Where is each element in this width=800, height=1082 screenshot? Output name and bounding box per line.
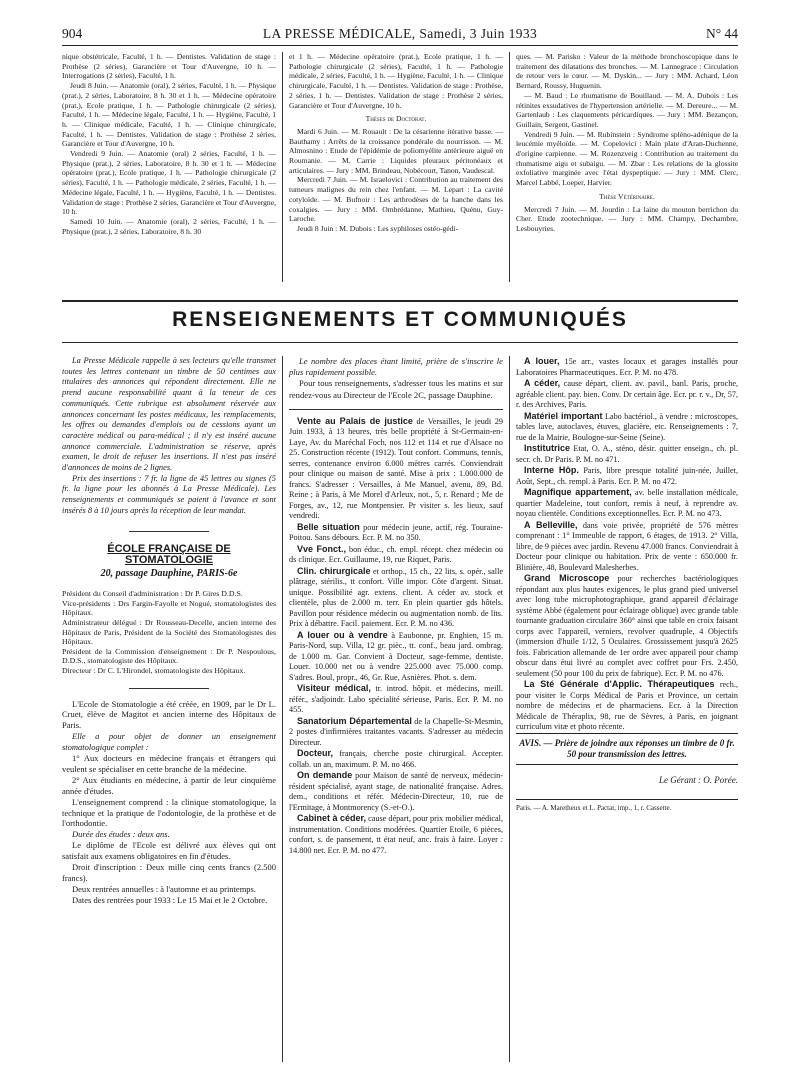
short-divider: [129, 531, 209, 532]
ad-text: tr. introd. hôpit. et médecins, meill. référ., s'adjoindr. Labo spécialité sérieuse, Paris. Ecr. P. M. no 455.: [289, 684, 504, 715]
staff-entry: Président du Conseil d'administration : Dr P. Gires D.D.S.: [62, 589, 243, 599]
ad-text: pour Maison de santé de nerveux, médecin-résident spécialisé, ayant stage, de nationalité française. Adres. dem., conditions et référ. Médecin-Directeur, 10, rue de l'Ermitage, à Montmorency (S.-et-O.).: [289, 771, 503, 812]
top-column-3: [516, 52, 738, 282]
ad-heading: Visiteur médical,: [297, 683, 371, 694]
school-title: ÉCOLE FRANÇAISE DE STOMATOLOGIE: [107, 542, 231, 566]
header-rule: [62, 45, 738, 46]
classified-ad: [289, 630, 503, 684]
ad-heading: Belle situation: [297, 521, 360, 532]
classified-ad: [289, 416, 503, 522]
school-paragraph: 2° Aux étudiants en médecine, à partir de leur cinquième année d'études.: [62, 774, 276, 796]
ad-heading: Sanatorium Départemental: [297, 715, 412, 726]
school-paragraph: L'enseignement comprend : la clinique stomatologique, la technique et la pratique de l'odontologie, de la prothèse et de l'orthodontie.: [62, 796, 276, 829]
ad-text: et orthop., 15 ch., 22 lits, s. opér., salle plâtrage, stérilis., tt confort. Ville impor. Côte d'argent. Situat. unique. Possibilité agr. extens. client. A céder av. stock et clientèle, plus de 2.000 m. terr. En plein quartier gds hôtels. Pavillon pour résidence médecin ou augmentation nomb. de lits. Prix à débattre. Facil. paiement. Ecr. P. M. no 436.: [289, 566, 503, 629]
section-title: RENSEIGNEMENTS ET COMMUNIQUÉS: [172, 308, 628, 331]
school-paragraph: Droit d'inscription : Deux mille cinq cents francs (2.500 francs).: [62, 862, 276, 883]
classified-ad: [289, 683, 503, 716]
middle-column: [289, 356, 503, 856]
classified-ad: [289, 748, 503, 770]
insertion-prices: Prix des insertions : 7 fr. la ligne de 45 lettres ou signes (5 fr. la ligne pour les abonnés à La Presse Médicale). Les renseignements et communiqués se paient à l'avance et sont insérés 8 à 10 jours après la réception de leur mandat.: [62, 473, 276, 515]
staff-entry: Vice-présidents : Drs Fargin-Fayolle et Nogué, stomatologistes des Hôpitaux.: [62, 598, 276, 618]
ad-heading: A céder,: [524, 378, 561, 388]
thesis-paragraph: — M. Baud : Le rhumatisme de Bouillaud. — M. A. Dubois : Les rétinites exsudatives de l'hypertension artérielle. — M. Dereure... — M. Gartenlaub : Les claquements péricardiques. — Jury : MM. Bezançon, Guillain, Sergent, Gastinel.: [516, 90, 738, 129]
staff-entry: Président de la Commission d'enseignement : Dr P. Nespoulous, D.D.S., stomatologiste des Hôpitaux.: [62, 646, 276, 666]
school-address: 20, passage Dauphine, PARIS-6e: [100, 567, 238, 579]
column-divider: [509, 356, 510, 1062]
notice-box: AVIS. — Prière de joindre aux réponses un timbre de 0 fr. 50 pour transmission des lettres.: [516, 733, 738, 765]
school-intro-2: Pour tous renseignements, s'adresser tous les matins et sur rendez-vous au Directeur de l'Ecole 2C, passage Dauphine.: [289, 378, 503, 400]
classified-ad: [289, 544, 503, 566]
ad-text: français, cherche poste chirurgical. Accepter. collab. un an, maximum. P. M. no 466.: [289, 749, 503, 769]
school-paragraph: L'Ecole de Stomatologie a été créée, en 1909, par le Dr L. Cruet, élève de Magitot et ancien interne des Hôpitaux de Paris.: [62, 698, 276, 731]
schedule-paragraph: Samedi 10 Juin. — Anatomie (oral), 2 séries, Faculté, 1 h. — Physique (prat.), 2 séries, Laboratoire, 8 h. 30: [62, 216, 276, 236]
school-intro: Le nombre des places étant limité, prière de s'inscrire le plus rapidement possible.: [289, 356, 503, 378]
school-paragraph: Dates des rentrées pour 1933 : Le 15 Mai et le 2 Octobre.: [72, 894, 268, 905]
page-number: 904: [62, 26, 83, 41]
schedule-paragraph: et 1 h. — Médecine opératoire (prat.), Ecole pratique, 1 h. — Pathologie chirurgicale (2 séries), Faculté, 1 h. — Pathologie médicale, 2 séries, Faculté, 1 h. — Hygiène, Faculté, 1 h. — Clinique chirurgicale, Faculté, 1 h. — Dentistes. Validation de stage : Prothèse, 2 séries, 1 h. — Dentistes. Validation de stage : Prothèse 2 séries, Garancière et Tour d'Auvergne, 10 h.: [289, 52, 503, 110]
ad-text: rech., pour visiter le Corps Médical de Paris et Province, un certain nombre de médecins et de pharmaciens. Ecr. à la Direction Médicale de Théraplix, 98, rue de Sèvres, à Paris, en joignant curriculum vitæ et photo récente.: [516, 680, 738, 731]
short-divider: [129, 688, 209, 689]
column-divider: [282, 356, 283, 1062]
ad-text: cause départ, client. av. pavil., banl. Paris, proche, agréable client. pay. bien. Conv. Dr certain âge. Ecr. pr. r. v., Dr, 57, r. des Archives, Paris.: [516, 379, 739, 409]
ad-text: bon éduc., ch. empl. récept. chez médecin ou ds clinique. Ecr. Guillaume, 19, rue Riquet, Paris.: [289, 544, 504, 565]
school-staff: [62, 589, 276, 675]
classified-ad: [289, 566, 503, 630]
section-heading-veterinary: Thèse Vétérinaire.: [599, 191, 655, 201]
manager-signature: Le Gérant : O. Porée.: [659, 774, 738, 785]
ad-heading: Vente au Palais de justice: [297, 415, 413, 426]
divider: [289, 409, 503, 410]
ad-heading: Interne Hôp.: [524, 465, 579, 475]
ad-heading: A louer ou à vendre: [297, 629, 388, 640]
ad-heading: La Sté Générale d'Applic. Thérapeutiques: [524, 679, 715, 689]
classified-ad: [289, 716, 503, 749]
ad-heading: Magnifique appartement,: [524, 487, 632, 497]
ad-text: Labo bactériol., à vendre : microscopes, tables lave, autoclaves, étuves, glacière, etc. Renseignements : 7, rue de la Mairie, Boulogne-sur-Seine (Seine).: [516, 411, 739, 442]
ad-text: pour recherches bactériologiques répondant aux plus hautes exigences, le plus grand pied universel avec long tube microphotographique, grand appareil d'éclairage système Abbé (également pour éclairage oblique) avec grande table tournante graduation circulaire 360° ainsi que table en croix faisant corps avec l'appareil, verniers, revolver quadruple, 4 Objectifs (immersion d'huile 1/12, 5 Oculaires. Grossissement jusqu'à 2625 fois. Fabrication allemande de 1er ordre avec appareil pour champ obscur dans étui livré au complet avec coffret pour Frs. 2.450, seulement (50 pour 100 du prix de fabrique). Ecr. P. M. no 476.: [516, 574, 738, 678]
thesis-paragraph: Vendredi 9 Juin. — M. Rubinstein : Syndrome spléno-adénique de la leucémie myéloïde. — M. Copelovici : Main plate d'Aran-Duchenne, d'origine carpienne. — M. Rozenzveig : Contribution au traitement du rhumatisme aigu et subaigu. — M. Zbar : Les relations de la glossite exfoliative marginée avec l'état dyspeptique. — Jury : MM. Clerc, Marcel Labbé, Loeper, Harvier.: [516, 129, 738, 188]
classified-ad: [516, 356, 738, 378]
ad-heading: A louer,: [524, 356, 560, 366]
ad-heading: Matériel important: [524, 410, 603, 421]
running-header: [62, 26, 738, 42]
classified-ad: [516, 520, 738, 574]
column-divider: [509, 52, 510, 282]
right-column: [516, 356, 738, 814]
editorial-notice: La Presse Médicale rappelle à ses lecteurs qu'elle transmet toutes les lettres contenant un timbre de 50 centimes aux titulaires des annonces qui répondent directement. Elle ne prend aucune responsabilité quant à la teneur de ces communiqués. Cette rubrique est absolument réservée aux annonces concernant les postes médicaux, les remplacements, les offres ou demandes d'emplois ou de cessions ayant un caractère médical ou para-médical ; il n'y est inséré aucune annonce commerciale. L'administration se réserve, après examen, le droit de refuser les insertions. Il n'est pas inséré d'annonces de moins de 2 lignes.: [62, 356, 276, 473]
classified-ad: [289, 522, 503, 544]
ad-text: av. belle installation médicale, quartier Madeleine, tout confort, remis à neuf, à reprendre av. noyau clientèle. Conditions exceptionnelles. Ecr. P. M. no 473.: [516, 488, 738, 518]
ad-text: dans voie privée, propriété de 576 mètres comprenant : 1° Immeuble de rapport, 6 étages, de 1913. 2° Villa, libre, de 9 pièces avec jardin. Revenu 47.000 francs. Conviendrait à Docteur pour clinique ou habitation. Prix de vente : 650.000 fr. Blinière, 48, Boulevard Malesherbes.: [516, 520, 738, 572]
ad-text: cause départ, pour prix mobilier médical, instrumentation. Conditions modérées. Quartier Etoile, 6 pièces, confort, s. de pansement, tt état neuf, anc. frais à faire. Loyer : 14.800 net. Ecr. P. M. no 477.: [289, 814, 504, 855]
ad-text: à Eaubonne, pr. Enghien, 15 m. Paris-Nord, sup. Villa, 12 gr. pièc., tt. conf., beau jard. ombrag. de 1.000 m. Gar. Convient à Docteur, sage-femme, dentiste. Louer. 10.000 net ou à vendre 225.000 avec 75.000 comp. S'adres. Boul, propr., 46, Gr. Rue, Asnières. Phot. s. dem.: [289, 630, 504, 682]
classified-ad: [289, 770, 503, 813]
school-body: [62, 699, 276, 906]
thesis-paragraph: Jeudi 8 Juin : M. Dubois : Les syphiloses ostéo-gédi-: [297, 223, 459, 233]
ad-heading: Grand Microscope: [524, 573, 610, 583]
schedule-paragraph: Vendredi 9 Juin. — Anatomie (oral) 2 séries, Faculté, 1 h. — Physique (prat.), 2 séries, Laboratoire, 8 h. 30 et 1 h. — Médecine opératoire (prat.), Ecole pratique, 1 h. — Pathologie chirurgicale (2 séries), Faculté, 1 h. — Pathologie médicale, 2 séries, Faculté, 1 h. — Médecine légale, Faculté, 1 h. — Hygiène, Faculté, 1 h. — Dentistes. Validation de stage : Prothèse 2 séries, Garancière et Tour d'Auvergne, 10 h.: [62, 149, 276, 217]
ad-heading: Institutrice: [524, 443, 571, 453]
ad-heading: Docteur,: [297, 748, 334, 759]
ad-text: Paris, libre presque totalité juin-née, Juillet, Août, Sept., ch. rempl. à Paris. Ecr. P. M. no 472.: [516, 466, 739, 486]
classified-ad: [516, 411, 738, 444]
thesis-paragraph: Mercredi 7 Juin. — M. Israelovici : Contribution au traitement des tumeurs malignes du rein chez l'enfant. — M. Lepart : La cavité cotyloïde. — M. Bufnoir : Les arthrodèses de la hanche dans les coxalgies. — Jury : MM. Ombrédanne, Mathieu, Quénu, Guy-Laroche.: [289, 175, 503, 224]
school-paragraph: Le diplôme de l'Ecole est délivré aux élèves qui ont satisfait aux examens obligatoires en fin d'études.: [62, 840, 276, 862]
ads-list-middle: [289, 416, 503, 857]
ad-heading: A Belleville,: [524, 519, 578, 530]
school-paragraph: Elle a pour objet de donner un enseignement stomatologique complet :: [62, 731, 276, 753]
classified-ad: [516, 573, 738, 679]
journal-title: LA PRESSE MÉDICALE, Samedi, 3 Juin 1933: [262, 26, 538, 41]
top-column-1: [62, 52, 276, 282]
schedule-paragraph: nique obstétricale, Faculté, 1 h. — Dentistes. Validation de stage : Prothèse (2 séries), Garancière et Tour d'Auvergne, 10 h. — Interrogations (2 séries), Faculté, 1 h.: [62, 52, 276, 81]
thesis-paragraph: Mardi 6 Juin. — M. Rouault : De la césarienne itérative basse. — Bauthamy : Arrêts de la croissance pondérale du nourrisson. — M. Almosnino : Etude de l'épidémie de poliomyélite antérieure aiguë en Roumanie. — M. Carrie : Liquides pleuraux péritonéaux et articulaires. — Jury : MM. Brindeau, Nobécourt, Tanon, Vaudescal.: [289, 126, 503, 175]
school-paragraph: Durée des études : deux ans.: [72, 829, 170, 840]
top-column-2: [289, 52, 503, 282]
schedule-paragraph: Jeudi 8 Juin. — Anatomie (oral), 2 séries, Faculté, 1 h. — Physique (prat.), 2 séries, Laboratoire, 8 h. 30 et 1 h. — Médecine opératoire (prat.), Ecole pratique, 1 h. — Pathologie chirurgicale (2 séries), Faculté, 1 h. — Médecine légale, Faculté, 1 h. — Hygiène, Faculté, 1 h. — Clinique médicale, Faculté, 1 h. — Clinique chirurgicale, Faculté, 1 h. — Dentistes. Validation de stage : Prothèse 2 séries, Garancière et Tour d'Auvergne, 10 h.: [62, 81, 276, 149]
ad-text: de la Chapelle-St-Mesmin, 2 postes d'infirmières traitantes vacants. S'adresser au médecin Directeur.: [289, 716, 504, 747]
staff-entry: Administrateur délégué : Dr Rousseau-Decelle, ancien interne des Hôpitaux de Paris, Président de la Société des Stomatologistes des Hôpitaux.: [62, 617, 276, 647]
thesis-paragraph: Mercredi 7 Juin. — M. Jourdin : La laine du mouton berrichon du Cher. Etude zootechnique. — Jury : MM. Champy, Dechambre, Lesbouyries.: [516, 204, 738, 233]
classified-ad: [516, 443, 738, 465]
ad-text: Etat, O. A., sténo, désir. quitter enseign., ch. pl. secr. ch. Dr Paris. P. M. no 471.: [516, 444, 738, 464]
classified-ad: [516, 378, 738, 411]
section-bottom-rule: [62, 342, 738, 343]
school-paragraph: 1° Aux docteurs en médecine français et étrangers qui veulent se spécialiser en cette branche de la médecine.: [62, 753, 276, 774]
printer-imprint: Paris. — A. Maretheux et L. Pactat, imp., 1, r. Cassette.: [516, 799, 738, 814]
classified-ad: [516, 679, 738, 733]
classified-ad: [289, 813, 503, 856]
ad-text: de Versailles, le jeudi 29 Juin 1933, à 13 heures, très belle propriété à St-Germain-en-Laye, Av. du Maréchal Foch, nos 112 et 114 et rue d'Alsace no 25. Construction récente (1912). Tout confort. Communs, tennis, serres, contenance environ 6.000 mètres carrés. Conviendrait pour clinique ou maison de santé. Mise à prix : 1.000.000 de francs. S'adresser : Versailles, à Me Manuel, avenu, 89, Bd. Reine ; à Paris, à Me Morel d'Arleux, not., 5, r. Renard ; Me de Forges, av., 12, rue Montpensier. Pr visiter s. les lieux, sauf vendredi.: [289, 416, 503, 521]
staff-entry: Directeur : Dr C. L'Hirondel, stomatologiste des Hôpitaux.: [62, 665, 246, 675]
classified-ad: [516, 465, 738, 487]
ad-heading: Vve Fonct.,: [297, 543, 346, 554]
ad-heading: Clin. chirurgicale: [297, 565, 371, 576]
classified-ad: [516, 487, 738, 520]
ad-heading: Cabinet à céder,: [297, 813, 367, 824]
ad-text: 15e arr., vastes locaux et garages installés pour Laboratoires Pharmaceutiques. Ecr. P. M. no 478.: [516, 357, 738, 377]
school-paragraph: Deux rentrées annuelles : à l'automne et au printemps.: [72, 883, 256, 894]
column-divider: [282, 52, 283, 282]
thesis-paragraph: ques. — M. Parisko : Valeur de la méthode bronchoscopique dans le traitement des dilatations des bronches. — M. Lannegrace : Circulation de retour vers le cœur. — M. Dyskin... — Jury : MM. Achard, Léon Bernard, Roussy, Huguenin.: [516, 52, 738, 91]
left-column: [62, 356, 276, 906]
issue-number: N° 44: [705, 26, 738, 41]
section-heading-theses: Thèses de Doctorat.: [365, 114, 427, 124]
section-top-rule: [62, 300, 738, 302]
ad-text: pour médecin jeune, actif, rég. Touraine-Poitou. Sans débours. Ecr. P. M. no 350.: [289, 522, 504, 543]
ad-heading: On demande: [297, 770, 353, 781]
